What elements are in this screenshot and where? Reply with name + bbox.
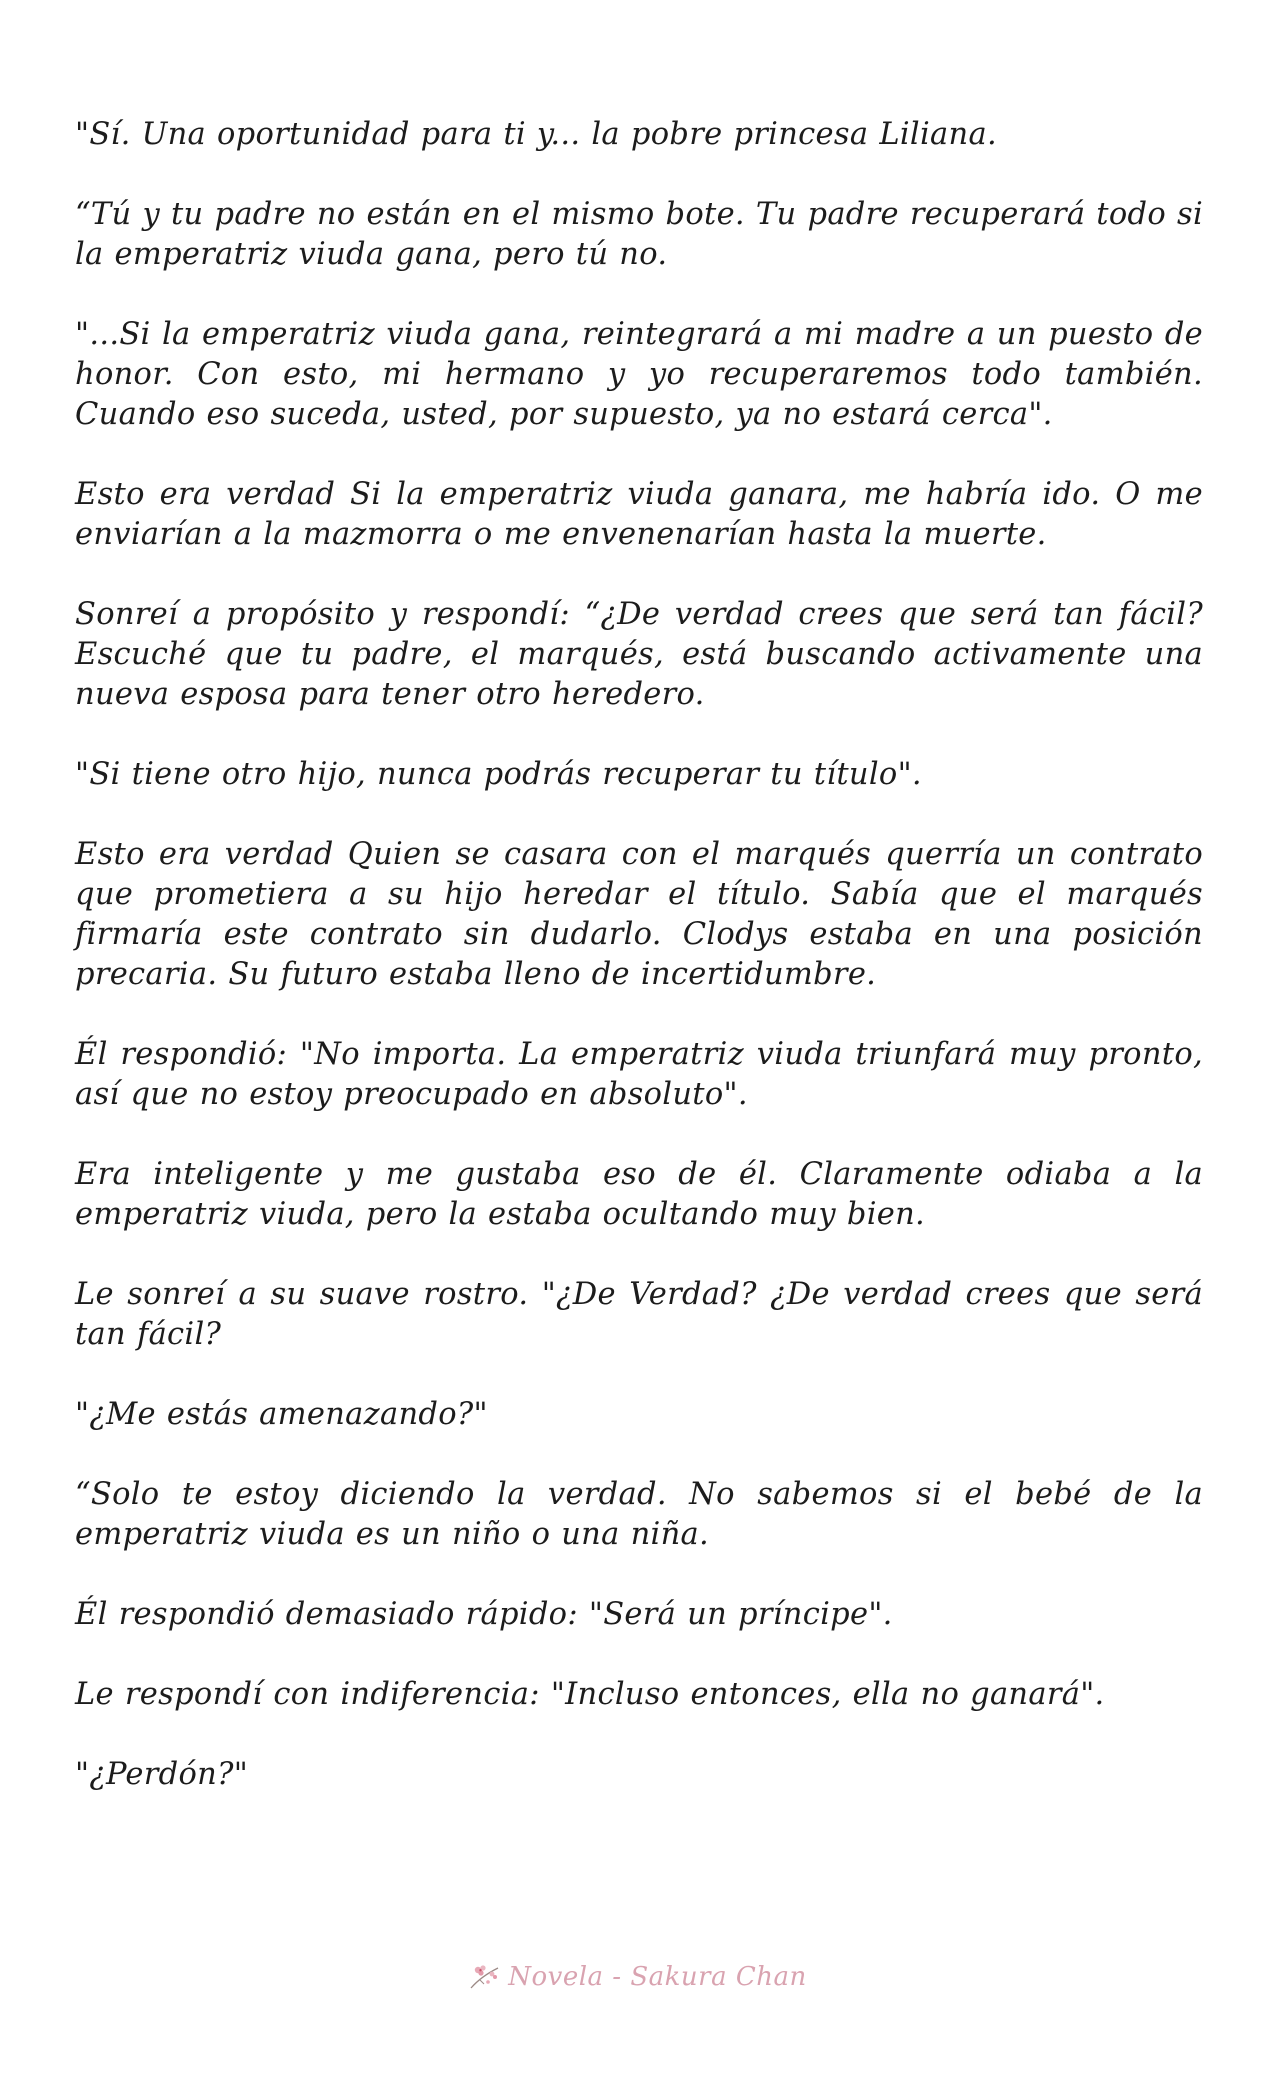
paragraph-7: Esto era verdad Quien se casara con el marqués querría un contrato que prometiera a su hijo heredar el título. Sabía que el marqués firmaría este contrato sin dudarlo. Clodys estaba en una posición precaria. Su futuro estaba lleno de incertidumbre. xyxy=(75,837,1203,992)
paragraph-4: Esto era verdad Si la emperatriz viuda ganara, me habría ido. O me enviarían a la mazmorra o me envenenarían hasta la muerte. xyxy=(75,477,1203,552)
paragraph-8: Él respondió: "No importa. La emperatriz viuda triunfará muy pronto, así que no estoy preocupado en absoluto". xyxy=(75,1037,1203,1112)
paragraph-13: Él respondió demasiado rápido: "Será un príncipe". xyxy=(75,1597,893,1632)
paragraph-10: Le sonreí a su suave rostro. "¿De Verdad? ¿De verdad crees que será tan fácil? xyxy=(75,1277,1203,1352)
paragraph-2: “Tú y tu padre no están en el mismo bote. Tu padre recuperará todo si la emperatriz viuda gana, pero tú no. xyxy=(75,197,1204,272)
paragraph-5: Sonreí a propósito y respondí: “¿De verdad crees que será tan fácil? Escuché que tu padre, el marqués, está buscando activamente una nueva esposa para tener otro heredero. xyxy=(75,597,1203,712)
paragraph-1: "Sí. Una oportunidad para ti y... la pobre princesa Liliana. xyxy=(75,117,997,152)
paragraph-12: “Solo te estoy diciendo la verdad. No sabemos si el bebé de la emperatriz viuda es un niño o una niña. xyxy=(75,1477,1203,1552)
story-text xyxy=(75,115,1203,1835)
paragraph-14: Le respondí con indiferencia: "Incluso entonces, ella no ganará". xyxy=(75,1677,1105,1712)
paragraph-11: "¿Me estás amenazando?" xyxy=(75,1397,488,1432)
paragraph-9: Era inteligente y me gustaba eso de él. Claramente odiaba a la emperatriz viuda, pero la estaba ocultando muy bien. xyxy=(75,1157,1203,1232)
brand-text: Novela - Sakura Chan xyxy=(508,1962,807,1992)
footer-watermark xyxy=(0,1962,1275,1992)
cherry-blossom-icon xyxy=(468,1962,502,1992)
paragraph-3: "...Si la emperatriz viuda gana, reintegrará a mi madre a un puesto de honor. Con esto, mi hermano y yo recuperaremos todo también. Cuando eso suceda, usted, por supuesto, ya no estará cerca". xyxy=(75,317,1203,432)
paragraph-15: "¿Perdón?" xyxy=(75,1757,249,1792)
paragraph-6: "Si tiene otro hijo, nunca podrás recuperar tu título". xyxy=(75,757,922,792)
